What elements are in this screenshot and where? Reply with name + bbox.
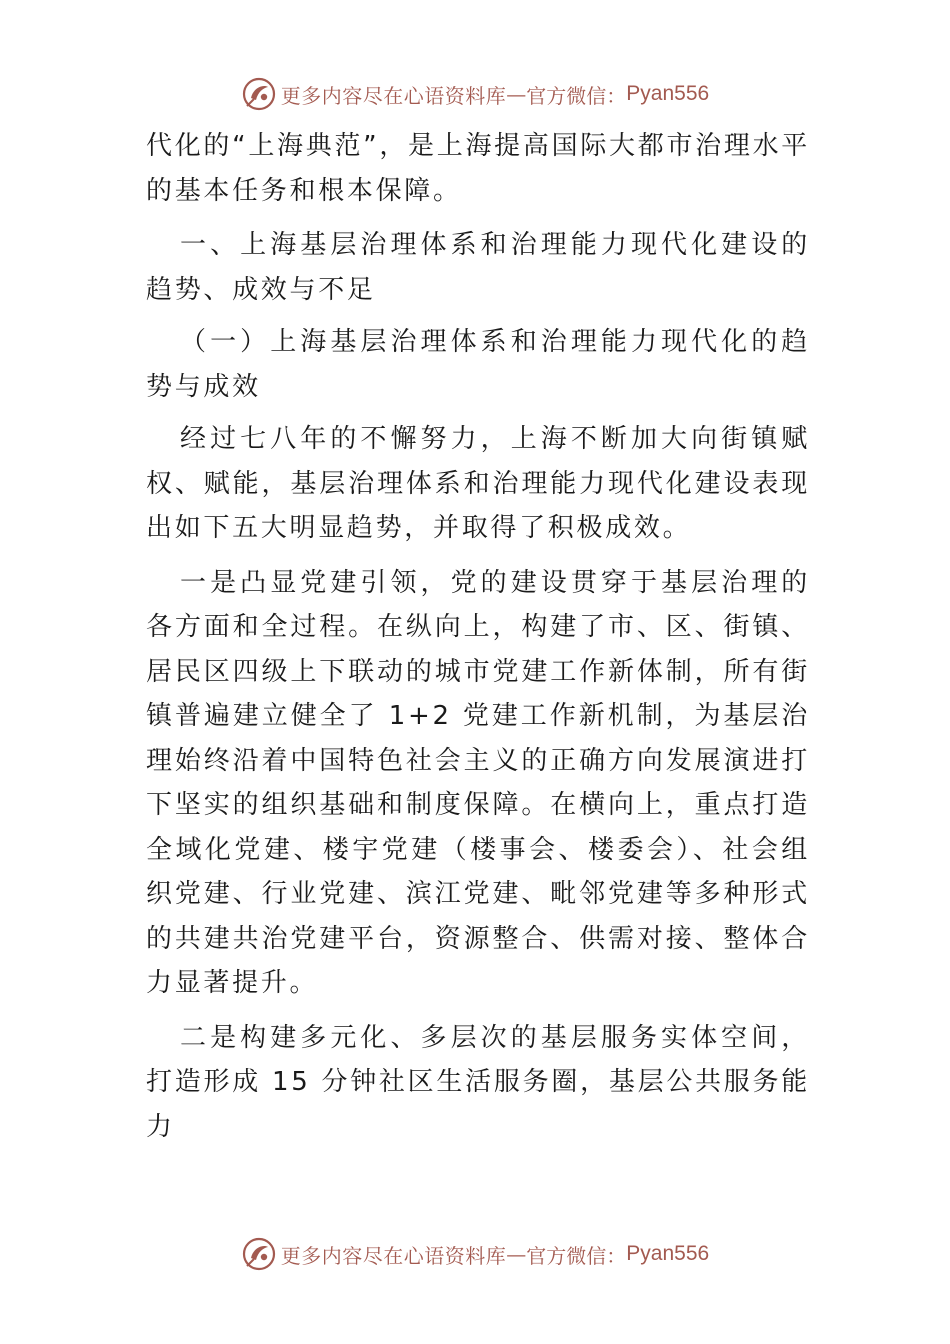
paragraph-intro: 经过七八年的不懈努力，上海不断加大向街镇赋权、赋能，基层治理体系和治理能力现代化建设表现出如下五大明显趋势，并取得了积极成效。 bbox=[146, 424, 810, 543]
subsection-heading: （一）上海基层治理体系和治理能力现代化的趋势与成效 bbox=[146, 327, 810, 402]
header-contact-id: Pyan556 bbox=[626, 82, 710, 105]
document-body bbox=[146, 124, 810, 1159]
header-brand: 更多内容尽在心语资料库 bbox=[280, 83, 507, 108]
section-heading: 一、上海基层治理体系和治理能力现代化建设的趋势、成效与不足 bbox=[146, 230, 810, 305]
footer-brand: 更多内容尽在心语资料库 bbox=[280, 1243, 507, 1268]
logo-icon bbox=[241, 1236, 277, 1272]
header-separator: — bbox=[506, 82, 527, 106]
page-header-watermark bbox=[0, 74, 950, 114]
logo-icon bbox=[241, 76, 277, 112]
page-footer-watermark bbox=[0, 1234, 950, 1274]
header-contact-label: 官方微信： bbox=[526, 83, 627, 108]
footer-contact-label: 官方微信： bbox=[526, 1243, 627, 1268]
footer-separator: — bbox=[506, 1242, 527, 1266]
paragraph-point-one: 一是凸显党建引领，党的建设贯穿于基层治理的各方面和全过程。在纵向上，构建了市、区、街镇、居民区四级上下联动的城市党建工作新体制，所有街镇普遍建立健全了 1+2 党建工作新机制，为基层治理始终沿着中国特色社会主义的正确方向发展演进打下坚实的组织基础和制度保障。在横向上，重点打造全域化党建、楼宇党建（楼事会、楼委会）、社会组织党建、行业党建、滨江党建、毗邻党建等多种形式的共建共治党建平台，资源整合、供需对接、整体合力显著提升。 bbox=[146, 567, 810, 998]
paragraph-continuation: 代化的“上海典范”，是上海提高国际大都市治理水平的基本任务和根本保障。 bbox=[146, 131, 810, 206]
paragraph-point-two: 二是构建多元化、多层次的基层服务实体空间，打造形成 15 分钟社区生活服务圈，基层公共服务能力 bbox=[146, 1022, 810, 1142]
footer-contact-id: Pyan556 bbox=[626, 1242, 710, 1265]
